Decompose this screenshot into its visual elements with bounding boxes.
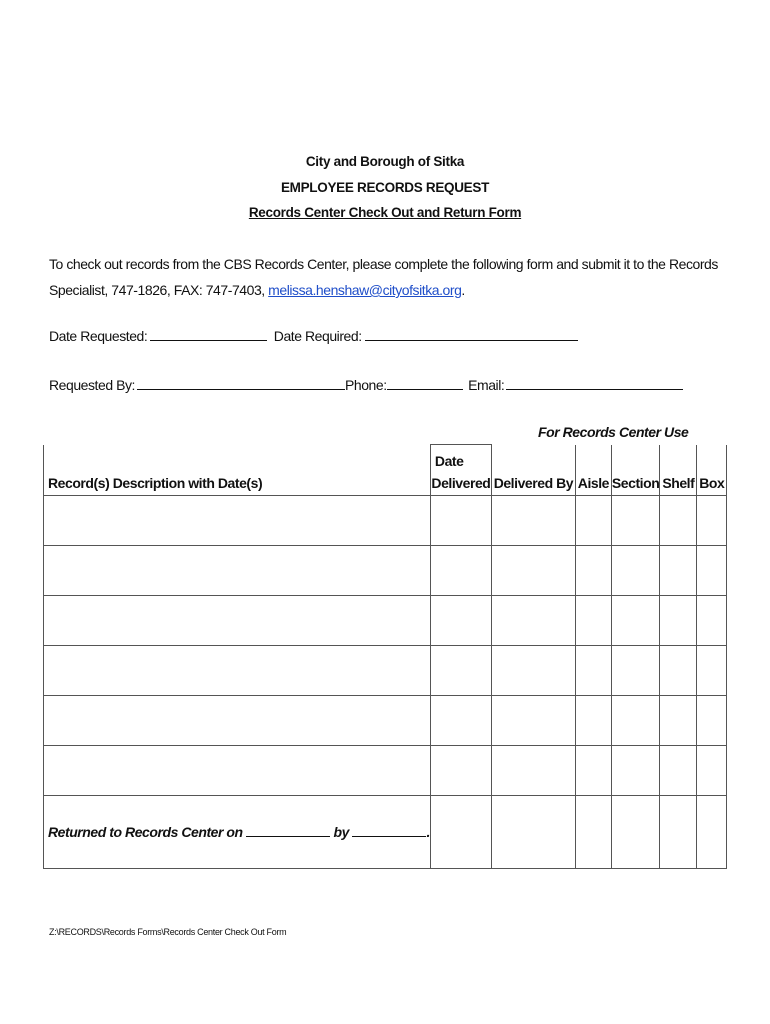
- email-label: Email:: [468, 377, 505, 393]
- description-cell[interactable]: [44, 496, 431, 546]
- delivered-by-cell[interactable]: [491, 546, 575, 596]
- aisle-cell[interactable]: [575, 546, 611, 596]
- section-cell[interactable]: [611, 596, 659, 646]
- returned-label: Returned to Records Center on: [48, 824, 243, 840]
- shelf-cell[interactable]: [660, 746, 697, 796]
- date-delivered-cell[interactable]: [430, 596, 491, 646]
- date-delivered-cell[interactable]: [430, 546, 491, 596]
- records-table: [43, 444, 727, 869]
- date-requested-label: Date Requested:: [49, 328, 148, 344]
- aisle-cell[interactable]: [575, 696, 611, 746]
- delivered-by-cell[interactable]: [491, 646, 575, 696]
- returned-date-field[interactable]: [246, 824, 330, 837]
- requester-fields-row: [49, 375, 683, 393]
- section-cell[interactable]: [611, 696, 659, 746]
- requested-by-label: Requested By:: [49, 377, 135, 393]
- description-cell[interactable]: [44, 696, 431, 746]
- returned-end: .: [426, 824, 430, 840]
- col-shelf-header: Shelf: [660, 445, 697, 496]
- box-cell[interactable]: [697, 796, 727, 869]
- box-cell[interactable]: [697, 646, 727, 696]
- col-date-delivered-header: Date Delivered: [430, 445, 491, 496]
- date-delivered-cell[interactable]: [430, 646, 491, 696]
- box-cell[interactable]: [697, 696, 727, 746]
- delivered-by-cell[interactable]: [491, 596, 575, 646]
- section-cell[interactable]: [611, 796, 659, 869]
- aisle-cell[interactable]: [575, 596, 611, 646]
- description-cell[interactable]: [44, 646, 431, 696]
- shelf-cell[interactable]: [660, 496, 697, 546]
- box-cell[interactable]: [697, 546, 727, 596]
- delivered-by-cell[interactable]: [491, 496, 575, 546]
- col-aisle-header: Aisle: [575, 445, 611, 496]
- table-row: [44, 696, 727, 746]
- aisle-cell[interactable]: [575, 496, 611, 546]
- box-cell[interactable]: [697, 496, 727, 546]
- section-cell[interactable]: [611, 746, 659, 796]
- table-row: [44, 546, 727, 596]
- phone-label: Phone:: [344, 377, 387, 393]
- section-cell[interactable]: [611, 546, 659, 596]
- col-description-header: Record(s) Description with Date(s): [44, 445, 431, 496]
- instructions-end: .: [461, 282, 465, 298]
- returned-row: [44, 796, 727, 869]
- aisle-cell[interactable]: [575, 646, 611, 696]
- aisle-cell[interactable]: [575, 796, 611, 869]
- form-title: EMPLOYEE RECORDS REQUEST: [280, 180, 490, 195]
- description-cell[interactable]: [44, 746, 431, 796]
- org-name: City and Borough of Sitka: [305, 154, 465, 169]
- returned-cell: [44, 796, 431, 869]
- date-delivered-cell[interactable]: [430, 746, 491, 796]
- delivered-by-cell[interactable]: [491, 796, 575, 869]
- by-label: by: [333, 824, 349, 840]
- description-cell[interactable]: [44, 546, 431, 596]
- table-row: [44, 646, 727, 696]
- col-box-header: Box: [697, 445, 727, 496]
- date-fields-row: [49, 326, 578, 344]
- col-delivered-by-header: Delivered By: [491, 445, 575, 496]
- date-delivered-cell[interactable]: [430, 496, 491, 546]
- table-header-row: [44, 445, 727, 496]
- delivered-by-cell[interactable]: [491, 746, 575, 796]
- returned-by-field[interactable]: [352, 824, 426, 837]
- date-required-field[interactable]: [365, 326, 578, 341]
- delivered-by-cell[interactable]: [491, 696, 575, 746]
- section-cell[interactable]: [611, 646, 659, 696]
- table-row: [44, 496, 727, 546]
- section-cell[interactable]: [611, 496, 659, 546]
- date-required-label: Date Required:: [273, 328, 362, 344]
- aisle-cell[interactable]: [575, 746, 611, 796]
- shelf-cell[interactable]: [660, 796, 697, 869]
- shelf-cell[interactable]: [660, 596, 697, 646]
- shelf-cell[interactable]: [660, 546, 697, 596]
- form-subtitle: Records Center Check Out and Return Form: [248, 205, 522, 220]
- table-row: [44, 596, 727, 646]
- box-cell[interactable]: [697, 596, 727, 646]
- table-row: [44, 746, 727, 796]
- date-delivered-cell[interactable]: [430, 696, 491, 746]
- instructions: [49, 251, 739, 303]
- col-section-header: Section: [611, 445, 659, 496]
- instructions-text: To check out records from the CBS Records Center, please complete the following form and submit it to the Records Specialist, 747-1826, FAX: 747-7403,: [49, 256, 718, 298]
- email-link[interactable]: melissa.henshaw@cityofsitka.org: [268, 282, 462, 298]
- requested-by-field[interactable]: [137, 375, 345, 390]
- email-field[interactable]: [506, 375, 683, 390]
- description-cell[interactable]: [44, 596, 431, 646]
- box-cell[interactable]: [697, 746, 727, 796]
- shelf-cell[interactable]: [660, 696, 697, 746]
- date-requested-field[interactable]: [150, 326, 267, 341]
- phone-field[interactable]: [387, 375, 463, 390]
- file-path-footer: Z:\RECORDS\Records Forms\Records Center Check Out Form: [49, 927, 287, 937]
- shelf-cell[interactable]: [660, 646, 697, 696]
- records-center-use-label: For Records Center Use: [538, 424, 689, 440]
- date-delivered-cell[interactable]: [430, 796, 491, 869]
